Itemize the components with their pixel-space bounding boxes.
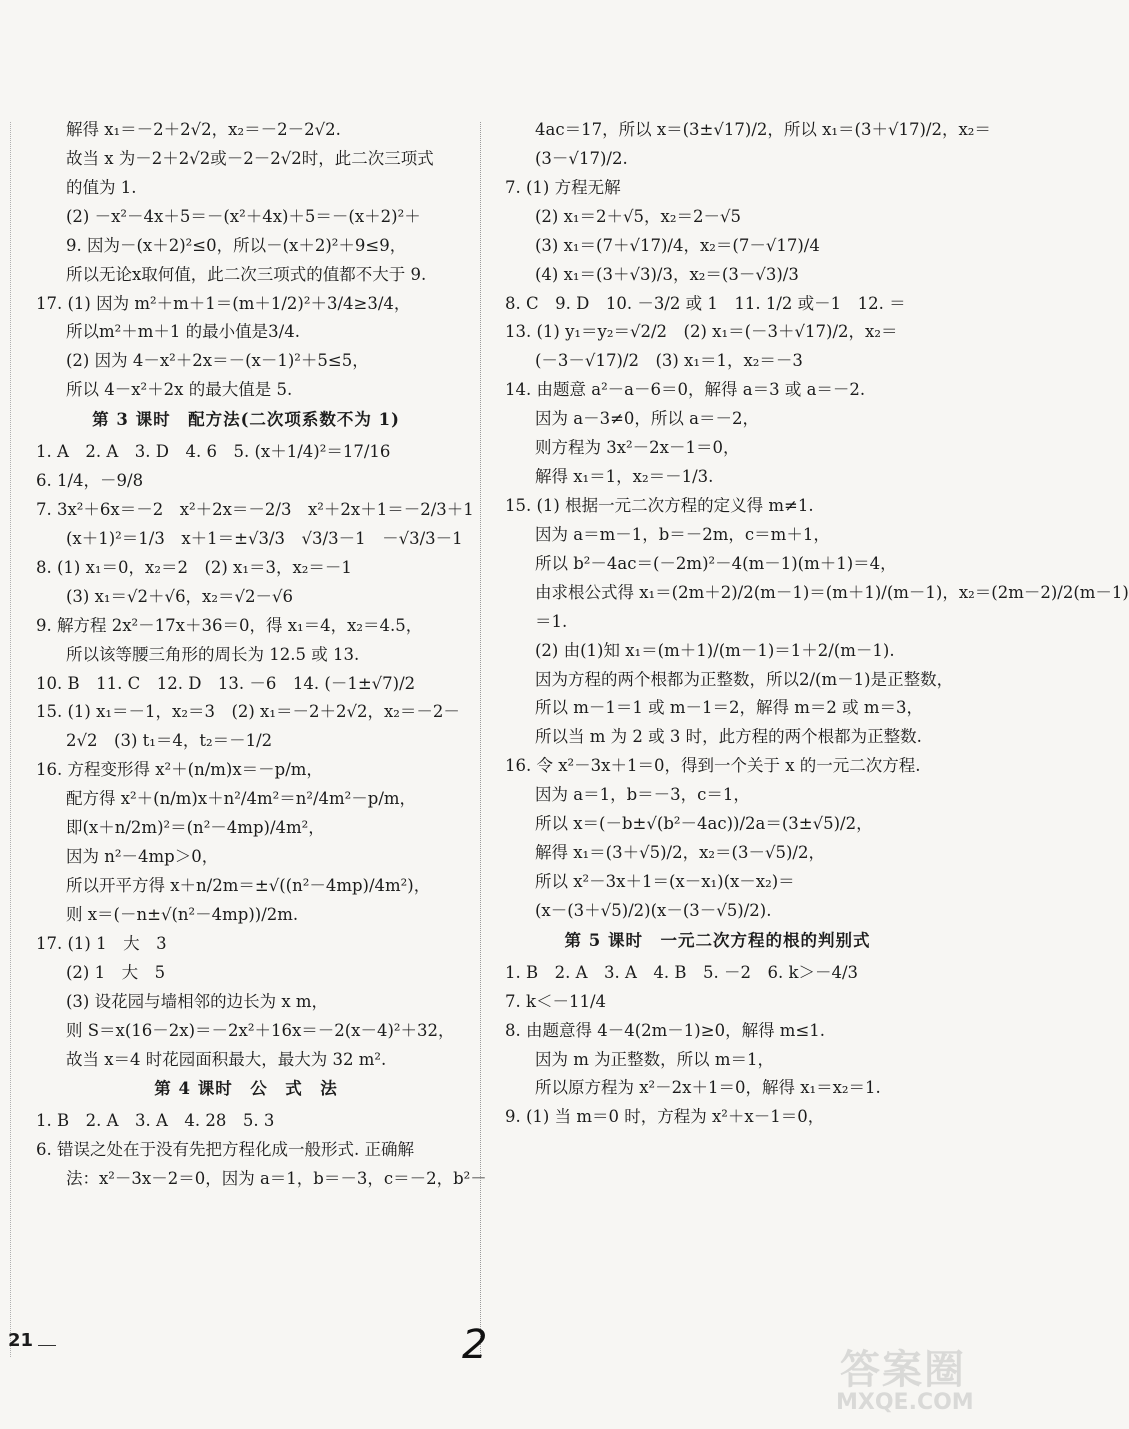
answer-line: 所以 x＝(－b±√(b²－4ac))/2a＝(3±√5)/2，: [535, 814, 873, 834]
answer-line: 7. (1) 方程无解: [505, 177, 621, 197]
answer-line: ＝1.: [535, 611, 568, 631]
answer-line: 因为 a＝1，b＝－3，c＝1，: [535, 785, 750, 805]
answer-line: 则 S＝x(16－2x)＝－2x²＋16x＝－2(x－4)²＋32，: [66, 1020, 455, 1040]
section-heading: 第 3 课时 配方法(二次项系数不为 1): [92, 410, 400, 430]
answer-line: 8. (1) x₁＝0，x₂＝2 (2) x₁＝3，x₂＝－1: [36, 557, 352, 577]
answer-line: 4ac＝17，所以 x＝(3±√17)/2，所以 x₁＝(3＋√17)/2，x₂＝: [535, 120, 991, 139]
answer-line: (2) －x²－4x＋5＝－(x²＋4x)＋5＝－(x＋2)²＋: [66, 206, 421, 226]
answer-line: (－3－√17)/2 (3) x₁＝1，x₂＝－3: [535, 351, 803, 371]
answer-line: 1. B 2. A 3. A 4. 28 5. 3: [36, 1111, 275, 1131]
answer-line: 配方得 x²＋(n/m)x＋n²/4m²＝n²/4m²－p/m，: [66, 789, 417, 809]
answer-line: 所以m²＋m＋1 的最小值是3/4.: [66, 322, 300, 342]
answer-line: 即(x＋n/2m)²＝(n²－4mp)/4m²，: [66, 818, 325, 838]
answer-line: 所以 b²－4ac＝(－2m)²－4(m－1)(m＋1)＝4，: [535, 553, 897, 573]
answer-line: 6. 错误之处在于没有先把方程化成一般形式. 正确解: [36, 1140, 414, 1160]
page-number-dash: [38, 1345, 56, 1346]
answer-line: 法：x²－3x－2＝0，因为 a＝1，b＝－3，c＝－2，b²－: [66, 1169, 487, 1189]
left-margin-rule: [10, 122, 12, 1357]
section-heading: 第 5 课时 一元二次方程的根的判别式: [564, 930, 871, 950]
answer-line: (3) x₁＝(7＋√17)/4，x₂＝(7－√17)/4: [535, 235, 820, 255]
watermark-sub-text: MXQE.COM: [836, 1390, 974, 1415]
watermark-logo: [830, 1338, 990, 1424]
handwritten-mark: 2: [462, 1322, 488, 1368]
answer-line: 7. 3x²＋6x＝－2 x²＋2x＝－2/3 x²＋2x＋1＝－2/3＋1: [36, 499, 474, 519]
column-divider: [480, 122, 482, 1357]
answer-line: 2√2 (3) t₁＝4，t₂＝－1/2: [66, 731, 273, 751]
answer-line: 的值为 1.: [66, 177, 137, 197]
page-number: 21: [8, 1330, 34, 1351]
answer-line: 所以 m－1＝1 或 m－1＝2，解得 m＝2 或 m＝3，: [535, 698, 924, 718]
answer-line: 因为 a－3≠0，所以 a＝－2，: [535, 409, 759, 429]
answer-line: (2) 因为 4－x²＋2x＝－(x－1)²＋5≤5，: [66, 351, 369, 371]
answer-line: 因为方程的两个根都为正整数，所以2/(m－1)是正整数，: [535, 669, 954, 689]
answer-line: 8. 由题意得 4－4(2m－1)≥0，解得 m≤1.: [505, 1020, 826, 1040]
answer-line: (3) x₁＝√2＋√6，x₂＝√2－√6: [66, 586, 294, 606]
section-heading: 第 4 课时 公 式 法: [154, 1079, 338, 1099]
answer-line: 所以 x²－3x＋1＝(x－x₁)(x－x₂)＝: [535, 871, 795, 891]
answer-line: 13. (1) y₁＝y₂＝√2/2 (2) x₁＝(－3＋√17)/2，x₂＝: [505, 322, 898, 342]
answer-line: 9. 因为－(x＋2)²≤0，所以－(x＋2)²＋9≤9，: [66, 235, 407, 255]
answer-line: 故当 x＝4 时花园面积最大，最大为 32 m².: [66, 1049, 387, 1069]
answer-line: 9. (1) 当 m＝0 时，方程为 x²＋x－1＝0，: [505, 1107, 825, 1127]
answer-line: 所以无论x取何值，此二次三项式的值都不大于 9.: [66, 264, 427, 284]
answer-line: 16. 令 x²－3x＋1＝0，得到一个关于 x 的一元二次方程.: [505, 756, 921, 776]
watermark-main-text: 答案圈: [840, 1347, 966, 1393]
answer-line: 7. k＜－11/4: [505, 991, 607, 1011]
answer-line: 1. A 2. A 3. D 4. 6 5. (x＋1/4)²＝17/16: [36, 442, 391, 462]
answer-line: 8. C 9. D 10. －3/2 或 1 11. 1/2 或－1 12. ＝: [505, 293, 906, 313]
answer-line: 所以当 m 为 2 或 3 时，此方程的两个根都为正整数.: [535, 727, 922, 747]
answer-line: (x－(3＋√5)/2)(x－(3－√5)/2).: [535, 900, 772, 920]
answer-line: 6. 1/4，－9/8: [36, 471, 144, 491]
answer-line: 所以 4－x²＋2x 的最大值是 5.: [66, 380, 293, 400]
answer-line: 10. B 11. C 12. D 13. －6 14. (－1±√7)/2: [36, 673, 416, 693]
answer-line: (2) 1 大 5: [66, 962, 166, 982]
left-column: [36, 118, 487, 1196]
answer-line: 1. B 2. A 3. A 4. B 5. －2 6. k＞－4/3: [505, 962, 859, 982]
answer-line: 因为 m 为正整数，所以 m＝1，: [535, 1049, 775, 1069]
answer-line: 因为 n²－4mp＞0，: [66, 847, 219, 867]
answer-line: 故当 x 为－2＋2√2或－2－2√2时，此二次三项式: [66, 148, 434, 168]
right-column: [505, 118, 1129, 1134]
answer-line: 9. 解方程 2x²－17x＋36＝0，得 x₁＝4，x₂＝4.5，: [36, 615, 423, 635]
answer-line: 15. (1) 根据一元二次方程的定义得 m≠1.: [505, 495, 814, 515]
answer-line: (x＋1)²＝1/3 x＋1＝±√3/3 √3/3－1 －√3/3－1: [66, 528, 463, 548]
answer-line: (3) 设花园与墙相邻的边长为 x m，: [66, 991, 329, 1011]
answer-line: (2) x₁＝2＋√5，x₂＝2－√5: [535, 206, 741, 226]
answer-line: 所以开平方得 x＋n/2m＝±√((n²－4mp)/4m²)，: [66, 875, 431, 895]
answer-line: 由求根公式得 x₁＝(2m＋2)/2(m－1)＝(m＋1)/(m－1)，x₂＝(2m－2)/2(m－1): [535, 582, 1129, 602]
answer-line: (3－√17)/2.: [535, 148, 628, 168]
answer-line: 14. 由题意 a²－a－6＝0，解得 a＝3 或 a＝－2.: [505, 380, 866, 400]
answer-line: 解得 x₁＝1，x₂＝－1/3.: [535, 467, 714, 487]
answer-line: 解得 x₁＝(3＋√5)/2，x₂＝(3－√5)/2，: [535, 843, 825, 863]
answer-line: 则方程为 3x²－2x－1＝0，: [535, 438, 740, 458]
answer-line: 则 x＝(－n±√(n²－4mp))/2m.: [66, 904, 299, 924]
answer-line: 解得 x₁＝－2＋2√2，x₂＝－2－2√2.: [66, 120, 341, 139]
answer-line: 所以该等腰三角形的周长为 12.5 或 13.: [66, 644, 360, 664]
answer-line: (4) x₁＝(3＋√3)/3，x₂＝(3－√3)/3: [535, 264, 799, 284]
answer-line: 17. (1) 因为 m²＋m＋1＝(m＋1/2)²＋3/4≥3/4，: [36, 293, 411, 313]
answer-line: 15. (1) x₁＝－1，x₂＝3 (2) x₁＝－2＋2√2，x₂＝－2－: [36, 702, 460, 722]
answer-line: 所以原方程为 x²－2x＋1＝0，解得 x₁＝x₂＝1.: [535, 1078, 881, 1098]
answer-line: 16. 方程变形得 x²＋(n/m)x＝－p/m，: [36, 760, 323, 780]
answer-line: 17. (1) 1 大 3: [36, 933, 167, 953]
answer-line: (2) 由(1)知 x₁＝(m＋1)/(m－1)＝1＋2/(m－1).: [535, 640, 895, 660]
answer-line: 因为 a＝m－1，b＝－2m，c＝m＋1，: [535, 524, 830, 544]
